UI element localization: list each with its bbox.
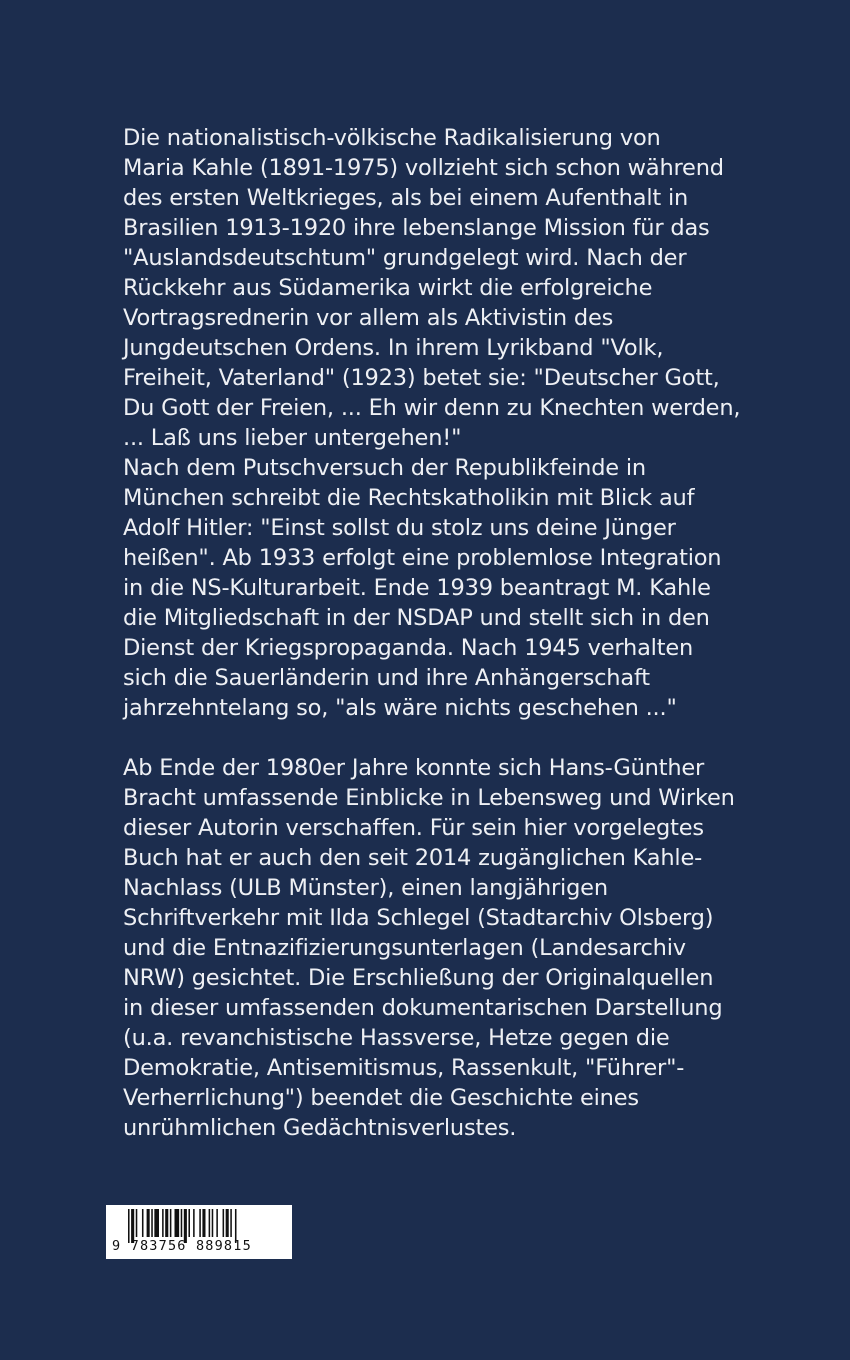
barcode-bar xyxy=(175,1209,180,1237)
text-line: heißen". Ab 1933 erfolgt eine problemlose Integration xyxy=(123,545,722,571)
blurb-paragraph-2 xyxy=(123,753,743,1143)
barcode-bar xyxy=(193,1209,195,1237)
text-line: Schriftverkehr mit Ilda Schlegel (Stadtarchiv Olsberg) xyxy=(123,905,714,931)
barcode-bar xyxy=(223,1209,225,1237)
text-line: Rückkehr aus Südamerika wirkt die erfolgreiche xyxy=(123,275,653,301)
text-line: München schreibt die Rechtskatholikin mit Blick auf xyxy=(123,485,695,511)
isbn-barcode xyxy=(106,1205,292,1259)
text-line: ... Laß uns lieber untergehen!" xyxy=(123,425,462,451)
text-line: Bracht umfassende Einblicke in Lebensweg und Wirken xyxy=(123,785,735,811)
text-line: sich die Sauerländerin und ihre Anhängerschaft xyxy=(123,665,650,691)
text-line: Dienst der Kriegspropaganda. Nach 1945 verhalten xyxy=(123,635,694,661)
text-line: Brasilien 1913-1920 ihre lebenslange Mission für das xyxy=(123,215,710,241)
barcode-bar xyxy=(142,1209,144,1237)
text-line: Freiheit, Vaterland" (1923) betet sie: "Deutscher Gott, xyxy=(123,365,720,391)
text-line: Du Gott der Freien, ... Eh wir denn zu Knechten werden, xyxy=(123,395,741,421)
barcode-bar xyxy=(154,1209,159,1237)
back-cover-blurb xyxy=(123,123,743,1143)
barcode-bar xyxy=(136,1209,138,1237)
text-line: des ersten Weltkrieges, als bei einem Aufenthalt in xyxy=(123,185,689,211)
text-line: Buch hat er auch den seit 2014 zugänglichen Kahle- xyxy=(123,845,703,871)
text-line: jahrzehntelang so, "als wäre nichts geschehen ..." xyxy=(123,695,677,721)
text-line: "Auslandsdeutschtum" grundgelegt wird. Nach der xyxy=(123,245,687,271)
barcode-bar xyxy=(147,1209,150,1237)
barcode-bar xyxy=(188,1209,190,1237)
blurb-paragraph-1 xyxy=(123,123,743,723)
text-line: (u.a. revanchistische Hassverse, Hetze gegen die xyxy=(123,1025,670,1051)
barcode-bar xyxy=(170,1209,172,1237)
text-line: Ab Ende der 1980er Jahre konnte sich Hans-Günther xyxy=(123,755,705,781)
text-line: Nach dem Putschversuch der Republikfeinde in xyxy=(123,455,646,481)
text-line: die Mitgliedschaft in der NSDAP und stellt sich in den xyxy=(123,605,710,631)
barcode-bar xyxy=(226,1209,229,1237)
barcode-bar xyxy=(230,1209,232,1237)
text-line: Die nationalistisch-völkische Radikalisierung von xyxy=(123,125,661,151)
barcode-bar xyxy=(216,1209,218,1237)
text-line: Maria Kahle (1891-1975) vollzieht sich schon während xyxy=(123,155,724,181)
barcode-bar xyxy=(181,1209,183,1237)
barcode-bar xyxy=(199,1209,201,1237)
text-line: unrühmlichen Gedächtnisverlustes. xyxy=(123,1115,517,1141)
text-line: in die NS-Kulturarbeit. Ende 1939 beantragt M. Kahle xyxy=(123,575,711,601)
text-line: und die Entnazifizierungsunterlagen (Landesarchiv xyxy=(123,935,686,961)
text-line: Verherrlichung") beendet die Geschichte eines xyxy=(123,1085,639,1111)
barcode-bar xyxy=(151,1209,153,1237)
barcode-bar xyxy=(209,1209,211,1237)
text-line: NRW) gesichtet. Die Erschließung der Originalquellen xyxy=(123,965,714,991)
barcode-bar xyxy=(162,1209,164,1237)
text-line: Vortragsrednerin vor allem als Aktivistin des xyxy=(123,305,614,331)
barcode-bar xyxy=(165,1209,168,1237)
paragraph-gap xyxy=(123,723,743,753)
barcode-bar xyxy=(212,1209,214,1237)
barcode-bar xyxy=(202,1209,205,1237)
text-line: in dieser umfassenden dokumentarischen Darstellung xyxy=(123,995,723,1021)
isbn-number: 9 783756 889815 xyxy=(112,1238,252,1254)
text-line: Jungdeutschen Ordens. In ihrem Lyrikband "Volk, xyxy=(123,335,664,361)
text-line: dieser Autorin verschaffen. Für sein hier vorgelegtes xyxy=(123,815,704,841)
text-line: Demokratie, Antisemitismus, Rassenkult, "Führer"- xyxy=(123,1055,685,1081)
text-line: Nachlass (ULB Münster), einen langjährigen xyxy=(123,875,608,901)
text-line: Adolf Hitler: "Einst sollst du stolz uns deine Jünger xyxy=(123,515,676,541)
